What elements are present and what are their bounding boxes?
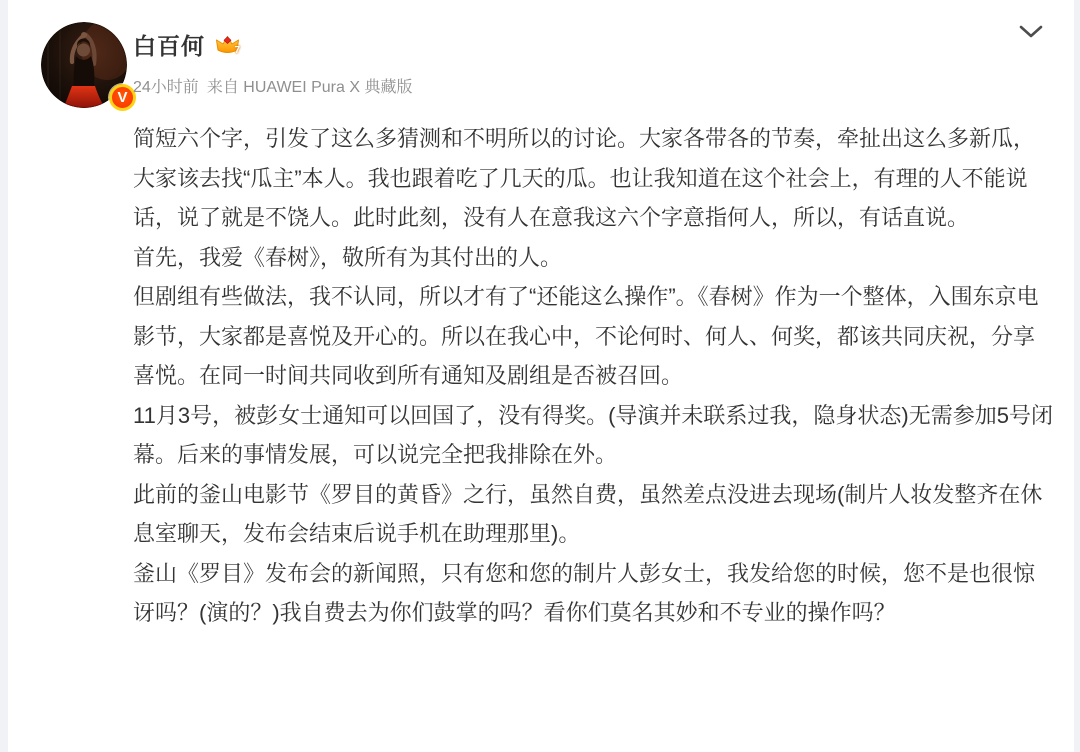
post-paragraph: 此前的釜山电影节《罗目的黄昏》之行，虽然自费，虽然差点没进去现场(制片人妆发整齐在休息室聊天，发布会结束后说手机在助理那里)。 xyxy=(133,481,1043,546)
post-paragraph: 釜山《罗目》发布会的新闻照，只有您和您的制片人彭女士，我发给您的时候，您不是也很惊讶吗？(演的？)我自费去为你们鼓掌的吗？看你们莫名其妙和不专业的操作吗？ xyxy=(133,560,1036,625)
author-row xyxy=(133,28,241,61)
collapse-post-button[interactable] xyxy=(1011,16,1051,48)
author-name[interactable]: 白百何 xyxy=(133,33,205,59)
weibo-post-card xyxy=(8,0,1074,752)
post-timestamp: 24小时前 xyxy=(133,79,199,96)
vip-crown-icon[interactable] xyxy=(214,32,241,57)
chevron-down-icon xyxy=(1019,25,1043,39)
verified-v-badge-icon: V xyxy=(109,84,136,111)
post-paragraph: 简短六个字，引发了这么多猜测和不明所以的讨论。大家各带各的节奏，牵扯出这么多新瓜，大家该去找“瓜主”本人。我也跟着吃了几天的瓜。也让我知道在这个社会上，有理的人不能说话，说了就是不饶人。此时此刻，没有人在意我这六个字意指何人，所以，有话直说。 xyxy=(133,126,1036,230)
post-paragraph: 但剧组有些做法，我不认同，所以才有了“还能这么操作”。《春树》作为一个整体，入围东京电影节，大家都是喜悦及开心的。所以在我心中，不论何时、何人、何奖，都该共同庆祝，分享喜悦。在同一时间共同收到所有通知及剧组是否被召回。 xyxy=(133,284,1039,388)
post-paragraph: 11月3号，被彭女士通知可以回国了，没有得奖。(导演并未联系过我，隐身状态)无需参加5号闭幕。后来的事情发展，可以说完全把我排除在外。 xyxy=(133,402,1053,467)
post-source-link[interactable]: 来自 HUAWEI Pura X 典藏版 xyxy=(206,79,413,96)
post-meta xyxy=(133,74,412,97)
post-paragraph: 首先，我爱《春树》，敬所有为其付出的人。 xyxy=(133,244,563,270)
post-content xyxy=(133,119,1055,633)
vip-level-label: 7 xyxy=(234,45,240,56)
avatar[interactable] xyxy=(41,22,127,108)
